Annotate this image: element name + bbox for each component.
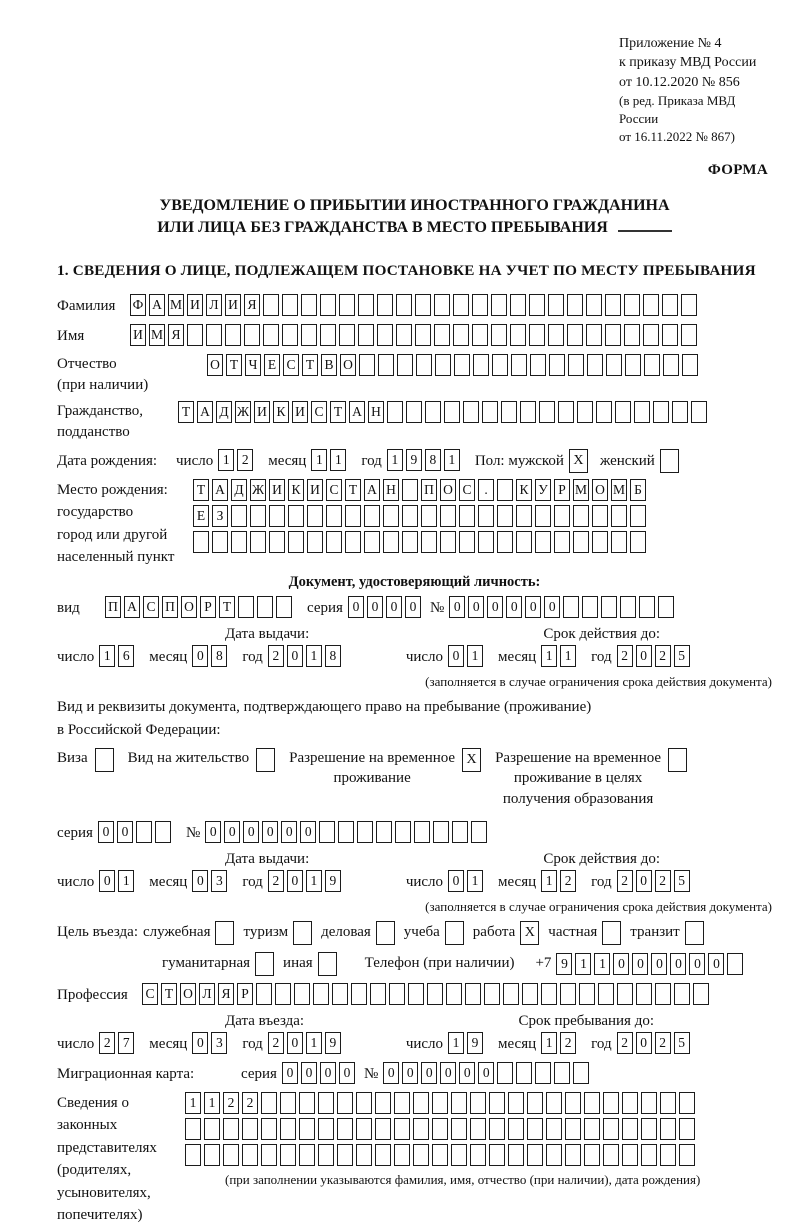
phone-prefix: +7	[535, 955, 552, 972]
representatives-row1-cells[interactable]: 1 1 2 2	[185, 1092, 700, 1114]
number-label: №	[185, 824, 201, 841]
purpose-work-checkbox[interactable]: X	[520, 921, 539, 945]
birth-place-block	[57, 479, 772, 569]
month-label: месяц	[149, 1035, 188, 1052]
stay-month-cells[interactable]: 1 2	[541, 1032, 579, 1054]
residence-series-cells[interactable]: 0 0	[98, 821, 174, 843]
month-label: месяц	[498, 873, 537, 890]
number-label: №	[429, 599, 445, 616]
valid-until-heading: Срок действия до:	[543, 850, 660, 867]
surname-label: Фамилия	[57, 297, 116, 314]
purpose-option-label: иная	[283, 955, 313, 972]
day-label: число	[57, 648, 95, 665]
residence-doc-options	[57, 748, 772, 809]
birth-month-cells[interactable]: 1 1	[311, 449, 349, 471]
migration-card-row	[57, 1062, 772, 1087]
form-title-line1: УВЕДОМЛЕНИЕ О ПРИБЫТИИ ИНОСТРАННОГО ГРАЖДАНИНА	[159, 196, 670, 214]
sex-male-checkbox[interactable]: X	[569, 449, 588, 473]
purpose-option-label: деловая	[321, 924, 371, 941]
revision-line: (в ред. Приказа МВД России	[619, 92, 736, 126]
day-label: число	[57, 873, 95, 890]
year-label: год	[591, 873, 612, 890]
identity-doc-note: (заполняется в случае ограничения срока действия документа)	[425, 673, 772, 689]
residence-issue-year-cells[interactable]: 2 0 1 9	[268, 870, 344, 892]
patronymic-label: Отчество (при наличии)	[57, 355, 149, 393]
day-label: число	[405, 1035, 444, 1052]
place-blank-underline	[618, 218, 672, 232]
purpose-option-label: гуманитарная	[162, 955, 251, 972]
purpose-tourism-checkbox[interactable]	[293, 921, 312, 945]
representatives-row3-cells[interactable]	[185, 1144, 700, 1166]
day-label: число	[405, 873, 444, 890]
entry-month-cells[interactable]: 0 3	[192, 1032, 230, 1054]
surname-cells[interactable]: Ф А М И Л И Я	[130, 294, 700, 316]
residence-valid-day-cells[interactable]: 0 1	[448, 870, 486, 892]
purpose-option-label: работа	[472, 924, 516, 941]
firstname-label: Имя	[57, 327, 85, 344]
residence-issue-day-cells[interactable]: 0 1	[99, 870, 137, 892]
temp-residence-checkbox[interactable]: X	[462, 748, 481, 772]
citizenship-label: Гражданство, подданство	[57, 402, 144, 440]
identity-valid-day-cells[interactable]: 0 1	[448, 645, 486, 667]
residence-valid-month-cells[interactable]: 1 2	[541, 870, 579, 892]
identity-issue-year-cells[interactable]: 2 0 1 8	[268, 645, 344, 667]
identity-doc-dates-head	[57, 626, 772, 643]
visa-checkbox[interactable]	[95, 748, 114, 772]
year-label: год	[242, 648, 263, 665]
appendix-block	[619, 34, 772, 146]
doc-series-cells[interactable]: 0 0 0 0	[348, 596, 424, 618]
birth-year-cells[interactable]: 1 9 8 1	[387, 449, 463, 471]
citizenship-row	[57, 401, 772, 443]
entry-day-cells[interactable]: 2 7	[99, 1032, 137, 1054]
revision-line: от 16.11.2022 № 867)	[619, 128, 736, 144]
birth-place-cells	[193, 479, 649, 557]
stay-year-cells[interactable]: 2 0 2 5	[617, 1032, 693, 1054]
residence-permit-checkbox[interactable]	[256, 748, 275, 772]
doc-kind-cells[interactable]: П А С П О Р Т	[105, 596, 295, 618]
sex-male-label: Пол: мужской	[474, 452, 564, 469]
identity-doc-kind-row	[57, 596, 772, 621]
year-label: год	[361, 452, 382, 469]
representatives-cells	[185, 1092, 700, 1188]
entry-dates-row	[57, 1032, 772, 1057]
residence-permit-option	[128, 748, 275, 772]
residence-number-cells[interactable]: 0 0 0 0 0 0	[205, 821, 490, 843]
identity-issue-day-cells[interactable]: 1 6	[99, 645, 137, 667]
purpose-humanitarian-checkbox[interactable]	[255, 952, 274, 976]
purpose-option-label: туризм	[243, 924, 289, 941]
section1-heading: 1. СВЕДЕНИЯ О ЛИЦЕ, ПОДЛЕЖАЩЕМ ПОСТАНОВКЕ НА УЧЕТ ПО МЕСТУ ПРЕБЫВАНИЯ	[57, 261, 756, 279]
residence-doc-dates-row	[57, 870, 772, 895]
temp-residence-education-checkbox[interactable]	[668, 748, 687, 772]
residence-doc-series-row	[57, 821, 772, 846]
purpose-transit-checkbox[interactable]	[685, 921, 704, 945]
day-label: число	[57, 1035, 95, 1052]
year-label: год	[242, 1035, 263, 1052]
temp-residence-option	[289, 748, 481, 789]
month-label: месяц	[268, 452, 307, 469]
purpose-other-checkbox[interactable]	[318, 952, 337, 976]
purpose-private-checkbox[interactable]	[602, 921, 621, 945]
appendix-line: Приложение № 4	[619, 36, 722, 51]
year-label: год	[242, 873, 263, 890]
form-label: ФОРМА	[707, 161, 768, 178]
birth-place-row1-cells[interactable]: Т А Д Ж И К И С Т А Н П О С . К У Р М О М Б	[193, 479, 649, 501]
birth-date-label: Дата рождения:	[57, 452, 158, 469]
purpose-option-label: служебная	[142, 924, 211, 941]
purpose-official-checkbox[interactable]	[215, 921, 234, 945]
purpose-study-checkbox[interactable]	[445, 921, 464, 945]
profession-cells[interactable]: С Т О Л Я Р	[142, 983, 712, 1005]
identity-issue-month-cells[interactable]: 0 8	[192, 645, 230, 667]
identity-doc-heading: Документ, удостоверяющий личность:	[288, 573, 541, 590]
day-label: число	[405, 648, 444, 665]
purpose-option-label: частная	[548, 924, 598, 941]
doc-kind-label: вид	[57, 599, 80, 616]
representatives-row2-cells[interactable]	[185, 1118, 700, 1140]
sex-female-checkbox[interactable]	[660, 449, 679, 473]
phone-cells[interactable]: 9 1 1 0 0 0 0 0 0	[556, 953, 746, 975]
birth-date-row	[57, 449, 772, 474]
year-label: год	[591, 1035, 612, 1052]
residence-permit-label: Вид на жительство	[127, 750, 250, 767]
number-label: №	[363, 1065, 379, 1082]
sex-female-label: женский	[599, 452, 655, 469]
purpose-label: Цель въезда:	[57, 924, 138, 941]
residence-doc-paragraph: Вид и реквизиты документа, подтверждающего право на пребывание (проживание) в Российской Федерации:	[57, 698, 592, 738]
purpose-option-label: учеба	[403, 924, 440, 941]
form-title	[57, 195, 772, 240]
birth-day-cells[interactable]: 1 2	[218, 449, 256, 471]
visa-option	[57, 748, 114, 772]
month-label: месяц	[498, 1035, 537, 1052]
entry-year-cells[interactable]: 2 0 1 9	[268, 1032, 344, 1054]
birth-place-row3-cells[interactable]	[193, 531, 649, 553]
representatives-labels: Сведения о законных представителях (родителях, усыновителях, попечителях)	[57, 1094, 157, 1224]
stay-until-heading: Срок пребывания до:	[518, 1012, 654, 1029]
issue-date-heading: Дата выдачи:	[225, 850, 310, 867]
day-label: число	[176, 452, 214, 469]
citizenship-cells[interactable]: Т А Д Ж И К И С Т А Н	[178, 401, 710, 423]
appendix-line: от 10.12.2020 № 856	[619, 74, 740, 90]
representatives-block	[57, 1092, 772, 1227]
surname-row	[57, 294, 772, 319]
temp-residence-education-option	[495, 748, 687, 809]
month-label: месяц	[498, 648, 537, 665]
form-title-line2: ИЛИ ЛИЦА БЕЗ ГРАЖДАНСТВА В МЕСТО ПРЕБЫВАНИЯ	[57, 217, 772, 239]
temp-residence-label: Разрешение на временное проживание	[289, 750, 456, 787]
profession-label: Профессия	[57, 986, 128, 1003]
representatives-note: (при заполнении указываются фамилия, имя, отчество (при наличии), дата рождения)	[225, 1171, 701, 1187]
patronymic-cells[interactable]: О Т Ч Е С Т В О	[207, 354, 701, 376]
series-label: серия	[241, 1065, 277, 1082]
firstname-row	[57, 324, 772, 349]
phone-label: Телефон (при наличии)	[364, 955, 515, 972]
identity-doc-dates-row	[57, 645, 772, 670]
firstname-cells[interactable]: И М Я	[130, 324, 700, 346]
residence-issue-month-cells[interactable]: 0 3	[192, 870, 230, 892]
doc-number-cells[interactable]: 0 0 0 0 0 0	[449, 596, 677, 618]
stay-day-cells[interactable]: 1 9	[448, 1032, 486, 1054]
birth-place-labels: Место рождения: государство город или другой населенный пункт	[57, 481, 175, 566]
profession-row	[57, 983, 772, 1008]
year-label: год	[591, 648, 612, 665]
identity-valid-month-cells[interactable]: 1 1	[541, 645, 579, 667]
birth-place-row2-cells[interactable]: Е З	[193, 505, 649, 527]
purpose-business-checkbox[interactable]	[376, 921, 395, 945]
series-label: серия	[307, 599, 343, 616]
purpose-row-2	[162, 952, 772, 976]
migration-card-label: Миграционная карта:	[57, 1065, 195, 1082]
appendix-line: к приказу МВД России	[619, 55, 757, 71]
residence-valid-year-cells[interactable]: 2 0 2 5	[617, 870, 693, 892]
temp-residence-education-label: Разрешение на временное проживание в целях получения образования	[495, 750, 662, 807]
month-label: месяц	[149, 648, 188, 665]
residence-doc-note: (заполняется в случае ограничения срока действия документа)	[425, 898, 772, 914]
purpose-row-1	[57, 921, 772, 945]
month-label: месяц	[149, 873, 188, 890]
series-label: серия	[57, 824, 93, 841]
patronymic-row	[57, 354, 772, 396]
valid-until-heading: Срок действия до:	[543, 625, 660, 642]
entry-dates-head	[57, 1013, 772, 1030]
visa-label: Виза	[57, 750, 88, 767]
residence-doc-dates-head	[57, 851, 772, 868]
entry-date-heading: Дата въезда:	[225, 1012, 305, 1029]
migration-number-cells[interactable]: 0 0 0 0 0 0	[383, 1062, 592, 1084]
identity-valid-year-cells[interactable]: 2 0 2 5	[617, 645, 693, 667]
issue-date-heading: Дата выдачи:	[225, 625, 310, 642]
migration-series-cells[interactable]: 0 0 0 0	[282, 1062, 358, 1084]
purpose-option-label: транзит	[630, 924, 680, 941]
